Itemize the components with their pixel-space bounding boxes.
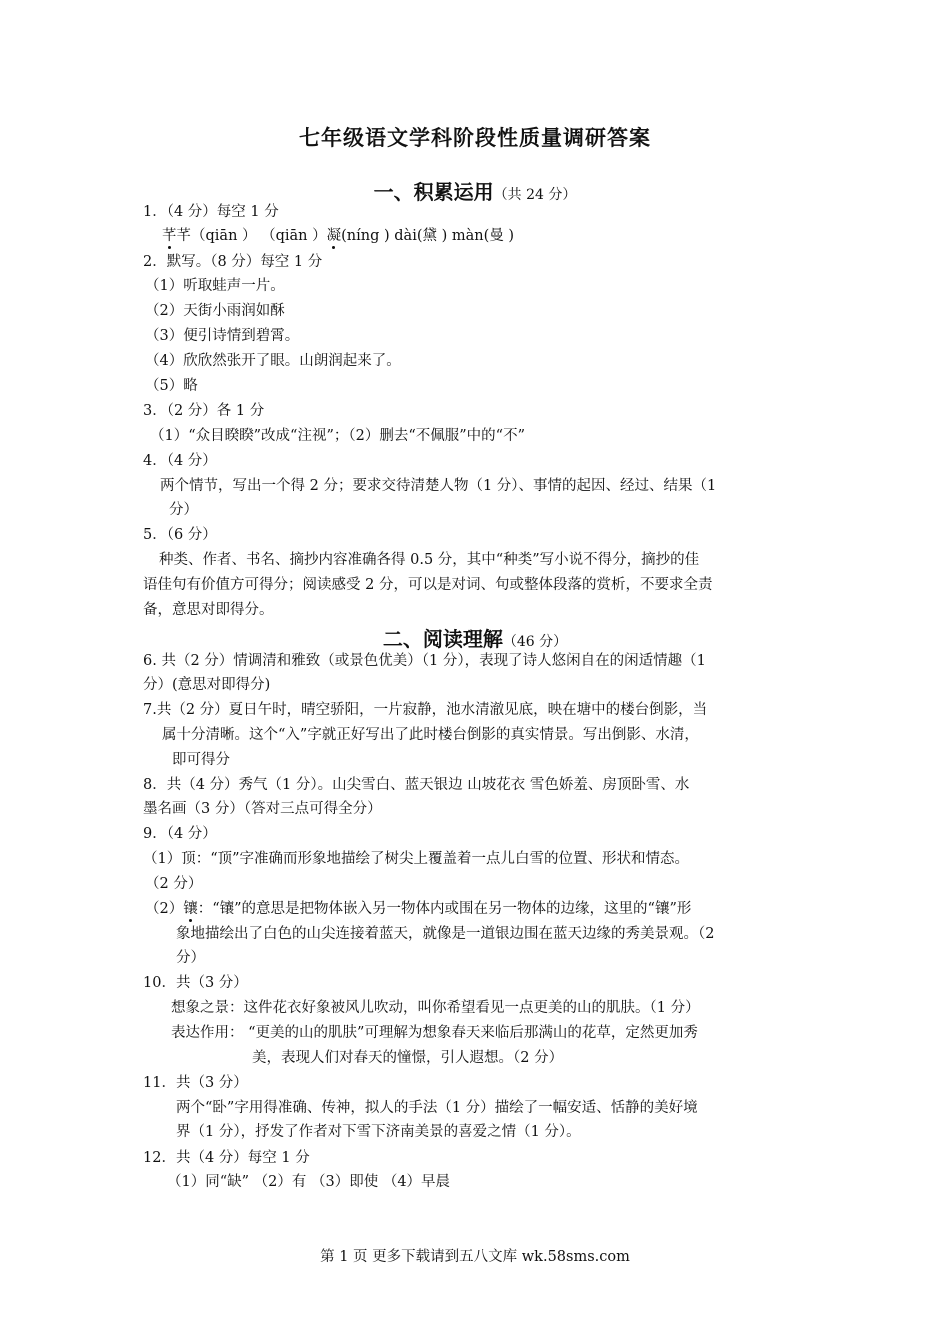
q9-answer-2: （2）镶：“镶”的意思是把物体嵌入另一物体内或围在另一物体的边缘，这里的“镶”形	[145, 901, 692, 917]
q7-line-2: 属十分清晰。这个“入”字就正好写出了此时楼台倒影的真实情景。写出倒影、水清，	[162, 727, 699, 743]
q2-answer-4: （4）欣欣然张开了眼。山朗润起来了。	[145, 353, 401, 369]
q11-answer-1: 两个“卧”字用得准确、传神，拟人的手法（1 分）描绘了一幅安适、恬静的美好境	[176, 1100, 698, 1116]
q9-answer-1-score: （2 分）	[145, 876, 203, 892]
section-heading-accumulation	[0, 176, 950, 205]
page-title: 七年级语文学科阶段性质量调研答案	[299, 125, 651, 150]
q2-answer-3: （3）便引诗情到碧霄。	[145, 328, 300, 344]
section-title: 二、阅读理解	[382, 627, 503, 651]
emphasis-char: 凝	[326, 228, 342, 244]
q5-head: 5．（6 分）	[143, 527, 217, 543]
section-score: （46 分）	[502, 634, 568, 650]
q1-head: 1．（4 分）每空 1 分	[143, 204, 279, 220]
emphasis-char: 芊	[162, 228, 177, 244]
q11-head: 11．共（3 分）	[143, 1075, 248, 1091]
q12-answer: （1）同“缺” （2）有 （3）即使 （4）早晨	[167, 1174, 451, 1190]
q4-answer-line-1: 两个情节，写出一个得 2 分；要求交待清楚人物（1 分）、事情的起因、经过、结果（1	[160, 478, 717, 494]
q7-line-1: 7.共（2 分）夏日午时，晴空骄阳，一片寂静，池水清澈见底，映在塘中的楼台倒影，当	[143, 702, 708, 718]
q4-answer-line-2: 分）	[169, 502, 198, 518]
q3-answer: （1）“众目睽睽”改成“注视”；（2）删去“不佩服”中的“不”	[150, 428, 526, 444]
q9-answer-2-line-2: 象地描绘出了白色的山尖连接着蓝天，就像是一道银边围在蓝天边缘的秀美景观。（2	[176, 926, 715, 942]
page-footer: 第 1 页 更多下载请到五八文库 wk.58sms.com	[320, 1249, 630, 1265]
section-heading-reading	[0, 623, 950, 652]
q5-answer-line-1: 种类、作者、书名、摘抄内容准确各得 0.5 分，其中“种类”写小说不得分，摘抄的佳	[159, 552, 700, 568]
q9-answer-1: （1）顶：“顶”字准确而形象地描绘了树尖上覆盖着一点儿白雪的位置、形状和情态。	[143, 851, 690, 867]
q3-head: 3．（2 分）各 1 分	[143, 403, 265, 419]
q8-line-1: 8．共（4 分）秀气（1 分）。山尖雪白、蓝天银边 山坡花衣 雪色娇羞、房顶卧雪、水	[143, 777, 690, 793]
q9-answer-2-line-3: 分）	[176, 950, 205, 966]
q4-head: 4．（4 分）	[143, 453, 217, 469]
q6-line-1: 6. 共（2 分）情调清和雅致（或景色优美）（1 分），表现了诗人悠闲自在的闲适情趣（1	[143, 653, 706, 669]
q7-line-3: 即可得分	[172, 752, 230, 768]
emphasis-char: 镶	[183, 901, 198, 917]
q10-head: 10．共（3 分）	[143, 975, 248, 991]
q10-answer-2: 表达作用： “更美的山的肌肤”可理解为想象春天来临后那满山的花草，定然更加秀	[171, 1025, 698, 1041]
q6-line-2: 分）(意思对即得分)	[143, 677, 271, 693]
q8-line-2: 墨名画（3 分）（答对三点可得全分）	[143, 801, 382, 817]
q2-head: 2．默写。（8 分）每空 1 分	[143, 254, 323, 270]
q2-answer-1: （1）听取蛙声一片。	[145, 278, 285, 294]
section-score: （共 24 分）	[493, 187, 577, 203]
q5-answer-line-3: 备，意思对即得分。	[143, 602, 274, 618]
q1-answer: 芊芊（qiān ） （qiān ）凝(níng ) dài(黛 ) màn(曼 )	[162, 228, 515, 244]
q2-answer-2: （2）天街小雨润如酥	[145, 303, 285, 319]
q10-answer-1: 想象之景：这件花衣好象被风儿吹动，叫你希望看见一点更美的山的肌肤。（1 分）	[171, 1000, 700, 1016]
q12-head: 12．共（4 分）每空 1 分	[143, 1150, 310, 1166]
q2-answer-5: （5）略	[145, 378, 198, 394]
q5-answer-line-2: 语佳句有价值方可得分；阅读感受 2 分，可以是对词、句或整体段落的赏析，不要求全责	[143, 577, 713, 593]
q11-answer-2: 界（1 分），抒发了作者对下雪下济南美景的喜爱之情（1 分）。	[176, 1124, 581, 1140]
q10-answer-3: 美，表现人们对春天的憧憬，引人遐想。（2 分）	[252, 1050, 564, 1066]
q9-head: 9．（4 分）	[143, 826, 217, 842]
section-title: 一、积累运用	[373, 180, 494, 204]
